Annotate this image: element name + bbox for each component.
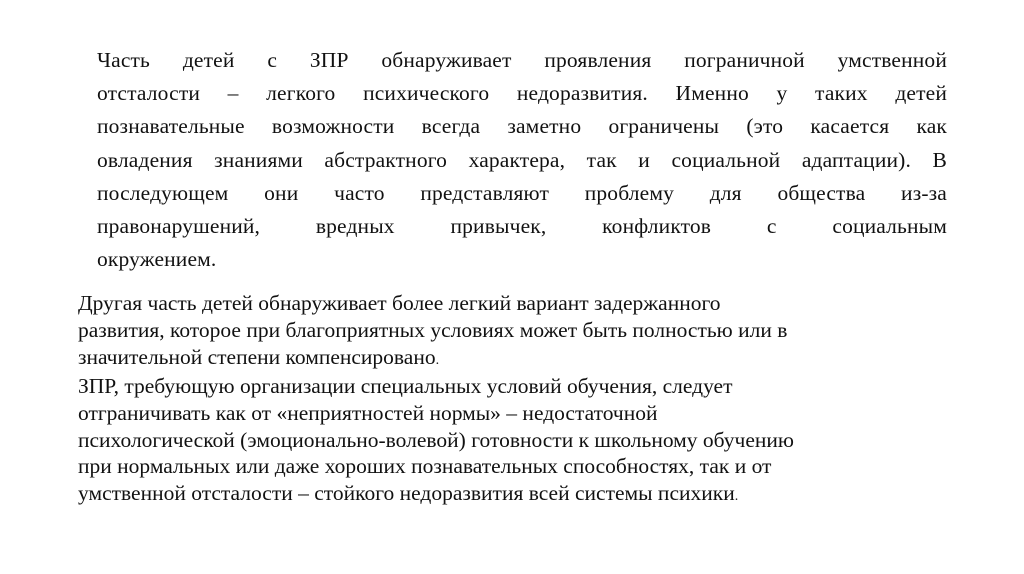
paragraph-zpr-differentiation bbox=[78, 373, 958, 511]
paragraph-mental-retardation-borderline bbox=[97, 44, 947, 276]
text-line: познавательные возможности всегда заметно ограничены (это касается как bbox=[97, 114, 947, 139]
text-line: правонарушений, вредных привычек, конфликтов с социальным bbox=[97, 214, 947, 239]
paragraph-mild-delay-compensated bbox=[78, 290, 958, 374]
text-line: отсталости – легкого психического недоразвития. Именно у таких детей bbox=[97, 81, 947, 106]
text-line: окружением. bbox=[97, 247, 217, 272]
text-line: развития, которое при благоприятных условиях может быть полностью или в bbox=[78, 317, 788, 342]
text-line-last bbox=[78, 480, 958, 511]
text-line: психологической (эмоционально-волевой) готовности к школьному обучению bbox=[78, 427, 794, 452]
text-line-last bbox=[78, 344, 958, 375]
text-line-content: значительной степени компенсировано bbox=[78, 344, 436, 369]
text-line: последующем они часто представляют проблему для общества из-за bbox=[97, 180, 947, 205]
text-line: отграничивать как от «неприятностей нормы» – недостаточной bbox=[78, 400, 658, 425]
text-line: Часть детей с ЗПР обнаруживает проявления пограничной умственной bbox=[97, 48, 947, 72]
text-line: Другая часть детей обнаруживает более легкий вариант задержанного bbox=[78, 291, 721, 315]
text-line: овладения знаниями абстрактного характера, так и социальной адаптации). В bbox=[97, 147, 947, 172]
text-line: при нормальных или даже хороших познавательных способностях, так и от bbox=[78, 454, 772, 479]
end-mark: . bbox=[734, 489, 739, 505]
end-mark: . bbox=[435, 352, 440, 368]
text-line: ЗПР, требующую организации специальных условий обучения, следует bbox=[78, 374, 733, 398]
text-line-content: умственной отсталости – стойкого недоразвития всей системы психики bbox=[78, 481, 735, 506]
